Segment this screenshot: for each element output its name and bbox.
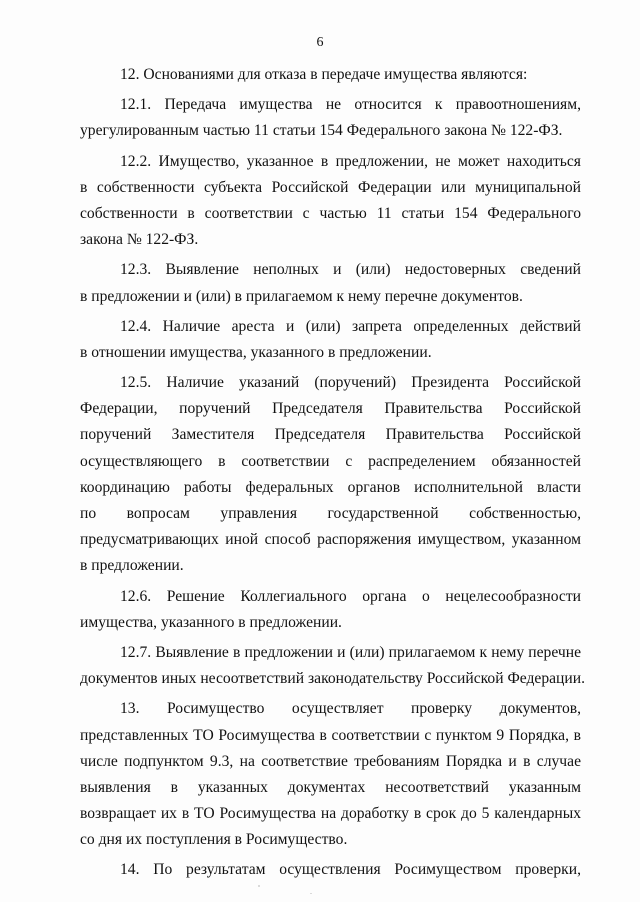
text-line: 12.1. Передача имущества не относится к правоотношениям, xyxy=(120,96,581,114)
text-line: документов иных несоответствий законодательству Российской Федерации. xyxy=(80,670,585,688)
text-line: урегулированным частью 11 статьи 154 Федерального закона № 122-ФЗ. xyxy=(80,122,563,140)
document-body xyxy=(80,62,585,884)
text-line: со дня их поступления в Росимущество. xyxy=(80,831,348,849)
text-line: возвращает их в ТО Росимущества на доработку в срок до 5 календарных xyxy=(80,805,581,823)
text-line: по вопросам управления государственной собственностью, xyxy=(80,505,581,522)
text-line: 13. Росимущество осуществляет проверку документов, xyxy=(120,700,581,718)
text-line: 12.3. Выявление неполных и (или) недостоверных сведений xyxy=(120,261,581,279)
paragraph xyxy=(80,257,581,309)
text-line: в отношении имущества, указанного в предложении. xyxy=(80,343,432,361)
text-line: закона № 122-ФЗ. xyxy=(80,231,199,249)
text-line: представленных ТО Росимущества в соответствии с пунктом 9 Порядка, в xyxy=(80,726,581,744)
paragraph xyxy=(80,370,581,580)
text-line: выявления в указанных документах несоответствий указанным xyxy=(80,778,581,796)
text-line: в предложении. xyxy=(80,557,184,575)
paragraph xyxy=(80,62,581,88)
text-line: 12.4. Наличие ареста и (или) запрета определенных действий xyxy=(120,317,581,335)
text-line: 12.2. Имущество, указанное в предложении, не может находиться xyxy=(120,152,581,170)
scan-speck xyxy=(258,885,260,887)
paragraph xyxy=(80,696,581,853)
text-line: 12.7. Выявление в предложении и (или) прилагаемом к нему перечне xyxy=(120,643,581,661)
text-line: в собственности субъекта Российской Федерации или муниципальной xyxy=(80,178,581,196)
text-line: числе подпунктом 9.3, на соответствие требованиям Порядка и в случае xyxy=(80,752,581,770)
text-line: 14. По результатам осуществления Росимуществом проверки, xyxy=(120,861,581,879)
text-line: 12.6. Решение Коллегиального органа о нецелесообразности xyxy=(120,587,581,605)
text-line: осуществляющего в соответствии с распределением обязанностей xyxy=(80,452,581,470)
text-line: 12.5. Наличие указаний (поручений) Президента Российской xyxy=(120,374,581,392)
paragraph xyxy=(80,149,581,254)
paragraph xyxy=(80,92,581,144)
text-line: предусматривающих иной способ распоряжения имуществом, указанном xyxy=(80,531,581,549)
paragraph xyxy=(80,314,581,366)
paragraph xyxy=(80,857,581,883)
paragraph xyxy=(80,640,585,692)
text-line: 12. Основаниями для отказа в передаче имущества являются: xyxy=(120,66,528,83)
text-line: Федерации, поручений Председателя Правительства Российской xyxy=(80,400,581,418)
text-line: координацию работы федеральных органов исполнительной власти xyxy=(80,478,581,496)
text-line: поручений Заместителя Председателя Правительства Российской xyxy=(80,426,581,444)
text-line: собственности в соответствии с частью 11 статьи 154 Федерального xyxy=(80,204,581,222)
text-line: имущества, указанного в предложении. xyxy=(80,613,342,631)
paragraph xyxy=(80,584,581,636)
page-number: 6 xyxy=(316,35,324,50)
scan-speck xyxy=(310,893,312,894)
text-line: в предложении и (или) в прилагаемом к нему перечне документов. xyxy=(80,287,523,305)
